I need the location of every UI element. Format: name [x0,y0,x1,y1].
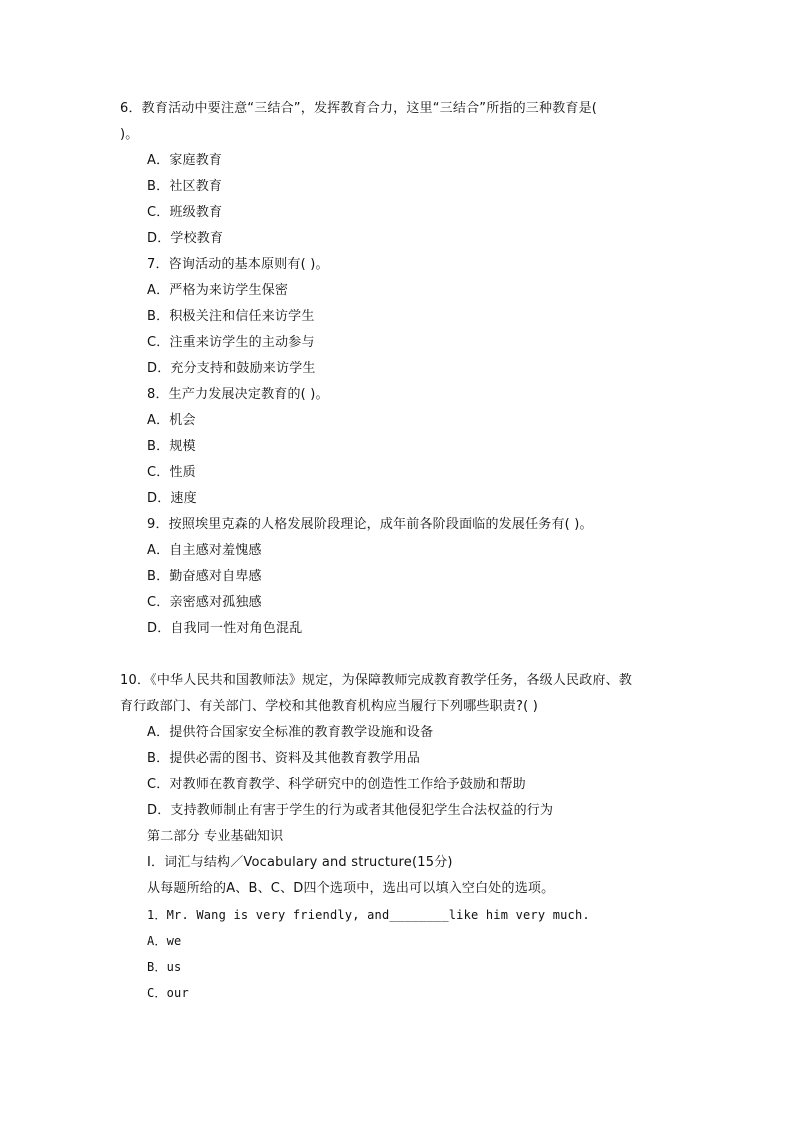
section-subtitle: I．词汇与结构／Vocabulary and structure(15分) [147,855,453,870]
question-10-stem-continued: 育行政部门、有关部门、学校和其他教育机构应当履行下列哪些职责?( ) [120,699,538,714]
english-question-stem: 1．Mr. Wang is very friendly, and________like him very much. [147,908,590,922]
english-question-option-c: C．our [147,986,189,1000]
question-6-option-b: B．社区教育 [147,179,223,194]
question-10-option-d: D．支持教师制止有害于学生的行为或者其他侵犯学生合法权益的行为 [147,803,554,818]
section-title: 第二部分 专业基础知识 [147,829,284,844]
question-8-option-b: B．规模 [147,439,196,454]
question-6-stem: 6．教育活动中要注意“三结合”，发挥教育合力，这里“三结合”所指的三种教育是( [120,101,598,116]
question-7-stem: 7．咨询活动的基本原则有( )。 [147,257,329,272]
question-6-stem-continued: )。 [120,127,139,142]
question-10-option-a: A．提供符合国家安全标准的教育教学设施和设备 [147,725,434,740]
english-question-option-b: B．us [147,960,182,974]
english-question-option-a: A．we [147,934,182,948]
question-7-option-d: D．充分支持和鼓励来访学生 [147,361,316,376]
question-8-option-c: C．性质 [147,465,196,480]
question-7-option-c: C．注重来访学生的主动参与 [147,335,315,350]
question-9-option-d: D．自我同一性对角色混乱 [147,621,303,636]
question-9-option-a: A．自主感对羞愧感 [147,543,262,558]
question-9-option-b: B．勤奋感对自卑感 [147,569,262,584]
question-10-option-b: B．提供必需的图书、资料及其他教育教学用品 [147,751,421,766]
question-9-stem: 9．按照埃里克森的人格发展阶段理论，成年前各阶段面临的发展任务有( )。 [147,517,593,532]
question-6-option-a: A．家庭教育 [147,153,223,168]
question-10-option-c: C．对教师在教育教学、科学研究中的创造性工作给予鼓励和帮助 [147,777,526,792]
question-7-option-b: B．积极关注和信任来访学生 [147,309,315,324]
section-instruction: 从每题所给的A、B、C、D四个选项中，选出可以填入空白处的选项。 [147,881,555,896]
question-10-stem: 10．《中华人民共和国教师法》规定，为保障教师完成教育教学任务，各级人民政府、教 [120,673,633,688]
question-6-option-d: D．学校教育 [147,231,224,246]
question-8-option-a: A．机会 [147,413,196,428]
question-8-stem: 8．生产力发展决定教育的( )。 [147,387,329,402]
question-9-option-c: C．亲密感对孤独感 [147,595,262,610]
question-6-option-c: C．班级教育 [147,205,223,220]
question-8-option-d: D．速度 [147,491,197,506]
question-7-option-a: A．严格为来访学生保密 [147,283,289,298]
